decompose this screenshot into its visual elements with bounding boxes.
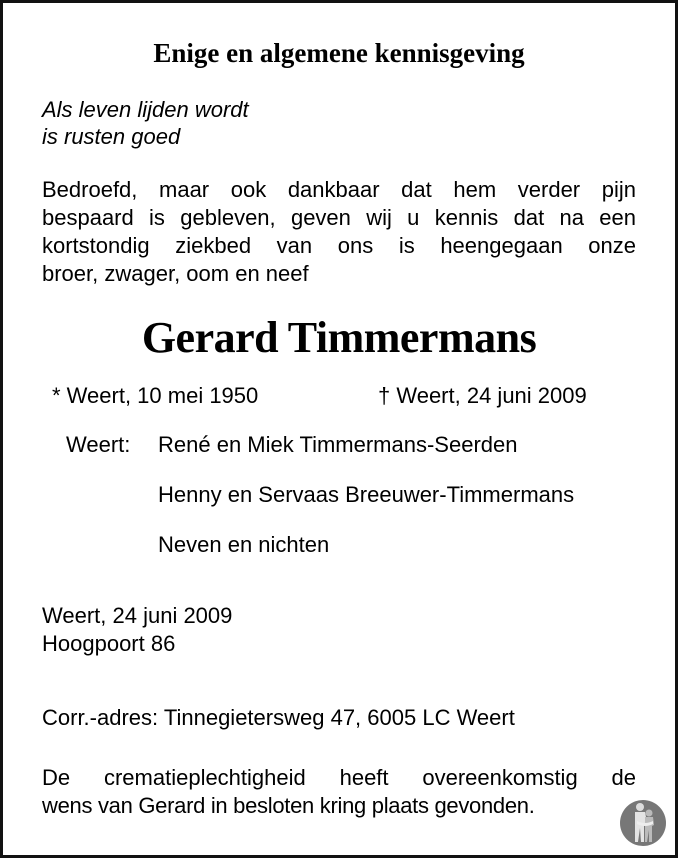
birth-date: * Weert, 10 mei 1950 <box>52 383 259 408</box>
notice-heading: Enige en algemene kennisgeving <box>153 38 525 68</box>
death-date: † Weert, 24 juni 2009 <box>378 383 587 408</box>
family-member: Neven en nichten <box>158 532 330 557</box>
intro-line-1: Bedroefd, maar ook dankbaar dat hem verder pijn <box>42 177 636 202</box>
family-member: Henny en Servaas Breeuwer-Timmermans <box>158 482 575 507</box>
closing-line-2: wens van Gerard in besloten kring plaats gevonden. <box>42 793 535 818</box>
correspondence-address: Corr.-adres: Tinnegietersweg 47, 6005 LC Weert <box>42 705 515 730</box>
address: Hoogpoort 86 <box>42 631 176 656</box>
motto-line-2: is rusten goed <box>42 124 181 149</box>
deceased-name: Gerard Timmermans <box>141 313 537 362</box>
motto-line-1: Als leven lijden wordt <box>42 97 249 122</box>
closing-line-1: De crematieplechtigheid heeft overeenkomstig de <box>42 765 636 790</box>
intro-line-2: bespaard is gebleven, geven wij u kennis dat na een <box>42 205 636 230</box>
family-member: René en Miek Timmermans-Seerden <box>158 432 518 457</box>
intro-line-4: broer, zwager, oom en neef <box>42 261 309 286</box>
date-place: Weert, 24 juni 2009 <box>42 603 233 628</box>
embracing-figures-logo-icon <box>619 799 667 847</box>
intro-line-3: kortstondig ziekbed van ons is heengegaan onze <box>42 233 636 258</box>
family-place: Weert: <box>66 432 131 457</box>
